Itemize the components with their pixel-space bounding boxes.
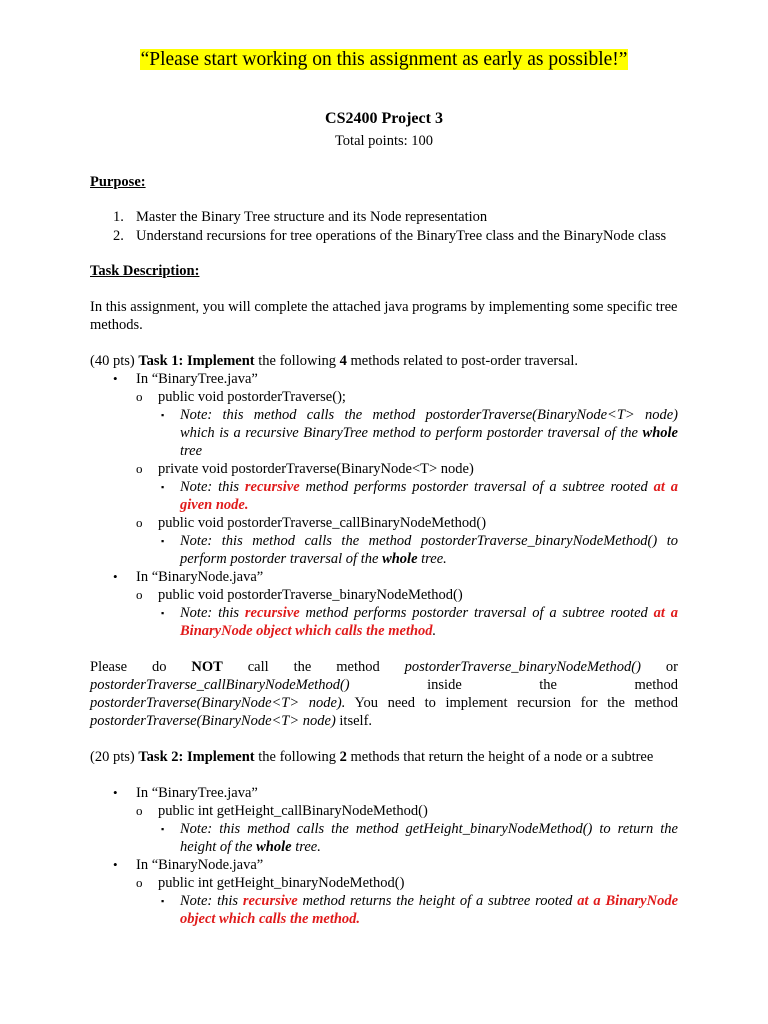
note-recursive: recursive xyxy=(242,893,298,909)
purpose-item-1-number: 1. xyxy=(113,209,124,225)
warning-method: postorderTraverse(BinaryNode<T> node) xyxy=(90,713,336,729)
task2-file-binarytree: In “BinaryTree.java” xyxy=(136,785,258,801)
note-emphasis: at a xyxy=(653,479,679,495)
note-text: tree. xyxy=(291,839,321,855)
note-emphasis: BinaryNode object which calls the method xyxy=(180,623,433,639)
task1-method-1-note-line3: tree xyxy=(180,443,203,459)
warning-word: inside xyxy=(427,677,462,693)
task2-text-rest: methods that return the height of a node or a subtree xyxy=(346,749,654,765)
square-bullet-icon: ▪ xyxy=(161,536,165,546)
note-text: Note: this xyxy=(180,479,245,495)
warning-line-2 xyxy=(90,676,678,694)
task1-method-2-note-line1 xyxy=(180,478,678,496)
warning-method: postorderTraverse(BinaryNode<T> node). xyxy=(90,695,346,711)
purpose-item-1: Master the Binary Tree structure and its Node representation xyxy=(136,209,488,225)
note-emphasis: at a BinaryNode xyxy=(577,893,679,909)
warning-word: call xyxy=(247,659,269,675)
note-text: tree. xyxy=(417,551,447,567)
task1-text: the following xyxy=(254,353,340,369)
warning-text: You need to implement recursion for the method xyxy=(345,695,678,711)
task2-method-2-note-line2: object which calls the method. xyxy=(180,911,361,927)
banner-line xyxy=(0,46,768,73)
task2-method-2: public int getHeight_binaryNodeMethod() xyxy=(158,875,405,891)
task1-method-1-note-line2 xyxy=(180,424,678,442)
task1-file-binarytree: In “BinaryTree.java” xyxy=(136,371,258,387)
note-emphasis: whole xyxy=(256,839,292,855)
task1-method-1-note-line1: Note: this method calls the method postorderTraverse(BinaryNode<T> node) xyxy=(180,407,678,423)
warning-line-3 xyxy=(90,694,678,712)
warning-word: method xyxy=(634,677,678,693)
warning-word: or xyxy=(665,659,678,675)
warning-word: do xyxy=(151,659,167,675)
task1-method-2: private void postorderTraverse(BinaryNode<T> node) xyxy=(158,461,474,477)
task1-text-rest: methods related to post-order traversal. xyxy=(346,353,578,369)
note-text: . xyxy=(432,623,437,639)
note-text: method returns the height of a subtree rooted xyxy=(297,893,578,909)
note-text: method performs postorder traversal of a subtree rooted xyxy=(299,605,654,621)
note-text: which is a recursive BinaryTree method to perform postorder traversal of the xyxy=(180,425,643,441)
bullet-icon: • xyxy=(113,857,118,872)
circle-bullet-icon: o xyxy=(136,875,143,890)
warning-word: method xyxy=(336,659,380,675)
warning-text: itself. xyxy=(335,713,373,729)
total-points: Total points: 100 xyxy=(334,133,434,149)
note-emphasis: whole xyxy=(382,551,418,567)
task1-method-3-note-line2 xyxy=(180,550,678,568)
circle-bullet-icon: o xyxy=(136,587,143,602)
warning-not: NOT xyxy=(191,659,223,675)
note-text: height of the xyxy=(180,839,257,855)
note-emphasis: whole xyxy=(642,425,678,441)
task1-method-3-note-line1: Note: this method calls the method postorderTraverse_binaryNodeMethod() to xyxy=(180,533,678,549)
task-description-intro: In this assignment, you will complete the attached java programs by implementing some specific tree methods. xyxy=(90,299,678,333)
task2-file-binarynode: In “BinaryNode.java” xyxy=(136,857,264,873)
task1-method-3: public void postorderTraverse_callBinaryNodeMethod() xyxy=(158,515,487,531)
note-emphasis: at a xyxy=(653,605,679,621)
note-text: method performs postorder traversal of a subtree rooted xyxy=(299,479,654,495)
task1-method-4: public void postorderTraverse_binaryNodeMethod() xyxy=(158,587,463,603)
task1-file-binarynode: In “BinaryNode.java” xyxy=(136,569,264,585)
task-description-heading: Task Description: xyxy=(90,263,200,279)
page-title: CS2400 Project 3 xyxy=(325,110,443,127)
circle-bullet-icon: o xyxy=(136,803,143,818)
square-bullet-icon: ▪ xyxy=(161,410,165,420)
task1-method-4-note-line2 xyxy=(180,622,678,640)
note-recursive: recursive xyxy=(244,479,300,495)
purpose-item-2: Understand recursions for tree operations of the BinaryTree class and the BinaryNode class xyxy=(136,228,667,244)
task2-points: (20 pts) xyxy=(90,749,139,765)
bullet-icon: • xyxy=(113,785,118,800)
warning-word: Please xyxy=(90,659,128,675)
task1-method-4-note-line1 xyxy=(180,604,678,622)
note-text: perform postorder traversal of the xyxy=(180,551,383,567)
warning-line-1 xyxy=(90,658,678,676)
warning-word: the xyxy=(539,677,557,693)
task1-method-1: public void postorderTraverse(); xyxy=(158,389,346,405)
task2-text: the following xyxy=(254,749,340,765)
task2-method-1: public int getHeight_callBinaryNodeMethod() xyxy=(158,803,428,819)
task1-points: (40 pts) xyxy=(90,353,139,369)
square-bullet-icon: ▪ xyxy=(161,608,165,618)
task2-method-1-note-line2 xyxy=(180,838,678,856)
task2-count: 2 xyxy=(339,749,347,765)
circle-bullet-icon: o xyxy=(136,389,143,404)
square-bullet-icon: ▪ xyxy=(161,824,165,834)
task2-label: Task 2: Implement xyxy=(138,749,255,765)
warning-method: postorderTraverse_callBinaryNodeMethod() xyxy=(90,677,350,693)
task1-label: Task 1: Implement xyxy=(138,353,255,369)
purpose-heading: Purpose: xyxy=(90,174,146,190)
highlighted-banner: “Please start working on this assignment as early as possible!” xyxy=(140,49,628,70)
bullet-icon: • xyxy=(113,371,118,386)
note-text: Note: this xyxy=(180,893,243,909)
warning-line-4 xyxy=(90,712,678,730)
warning-method: postorderTraverse_binaryNodeMethod() xyxy=(404,659,641,675)
task2-method-1-note-line1: Note: this method calls the method getHeight_binaryNodeMethod() to return the xyxy=(180,821,678,837)
bullet-icon: • xyxy=(113,569,118,584)
note-text: Note: this xyxy=(180,605,245,621)
warning-word: the xyxy=(293,659,312,675)
purpose-item-2-number: 2. xyxy=(113,228,124,244)
square-bullet-icon: ▪ xyxy=(161,896,165,906)
circle-bullet-icon: o xyxy=(136,515,143,530)
square-bullet-icon: ▪ xyxy=(161,482,165,492)
task2-method-2-note-line1 xyxy=(180,892,678,910)
task1-method-2-note-line2: given node. xyxy=(180,497,249,513)
task2-line xyxy=(90,748,678,766)
task1-line xyxy=(90,352,678,370)
task1-count: 4 xyxy=(339,353,347,369)
note-recursive: recursive xyxy=(244,605,300,621)
circle-bullet-icon: o xyxy=(136,461,143,476)
